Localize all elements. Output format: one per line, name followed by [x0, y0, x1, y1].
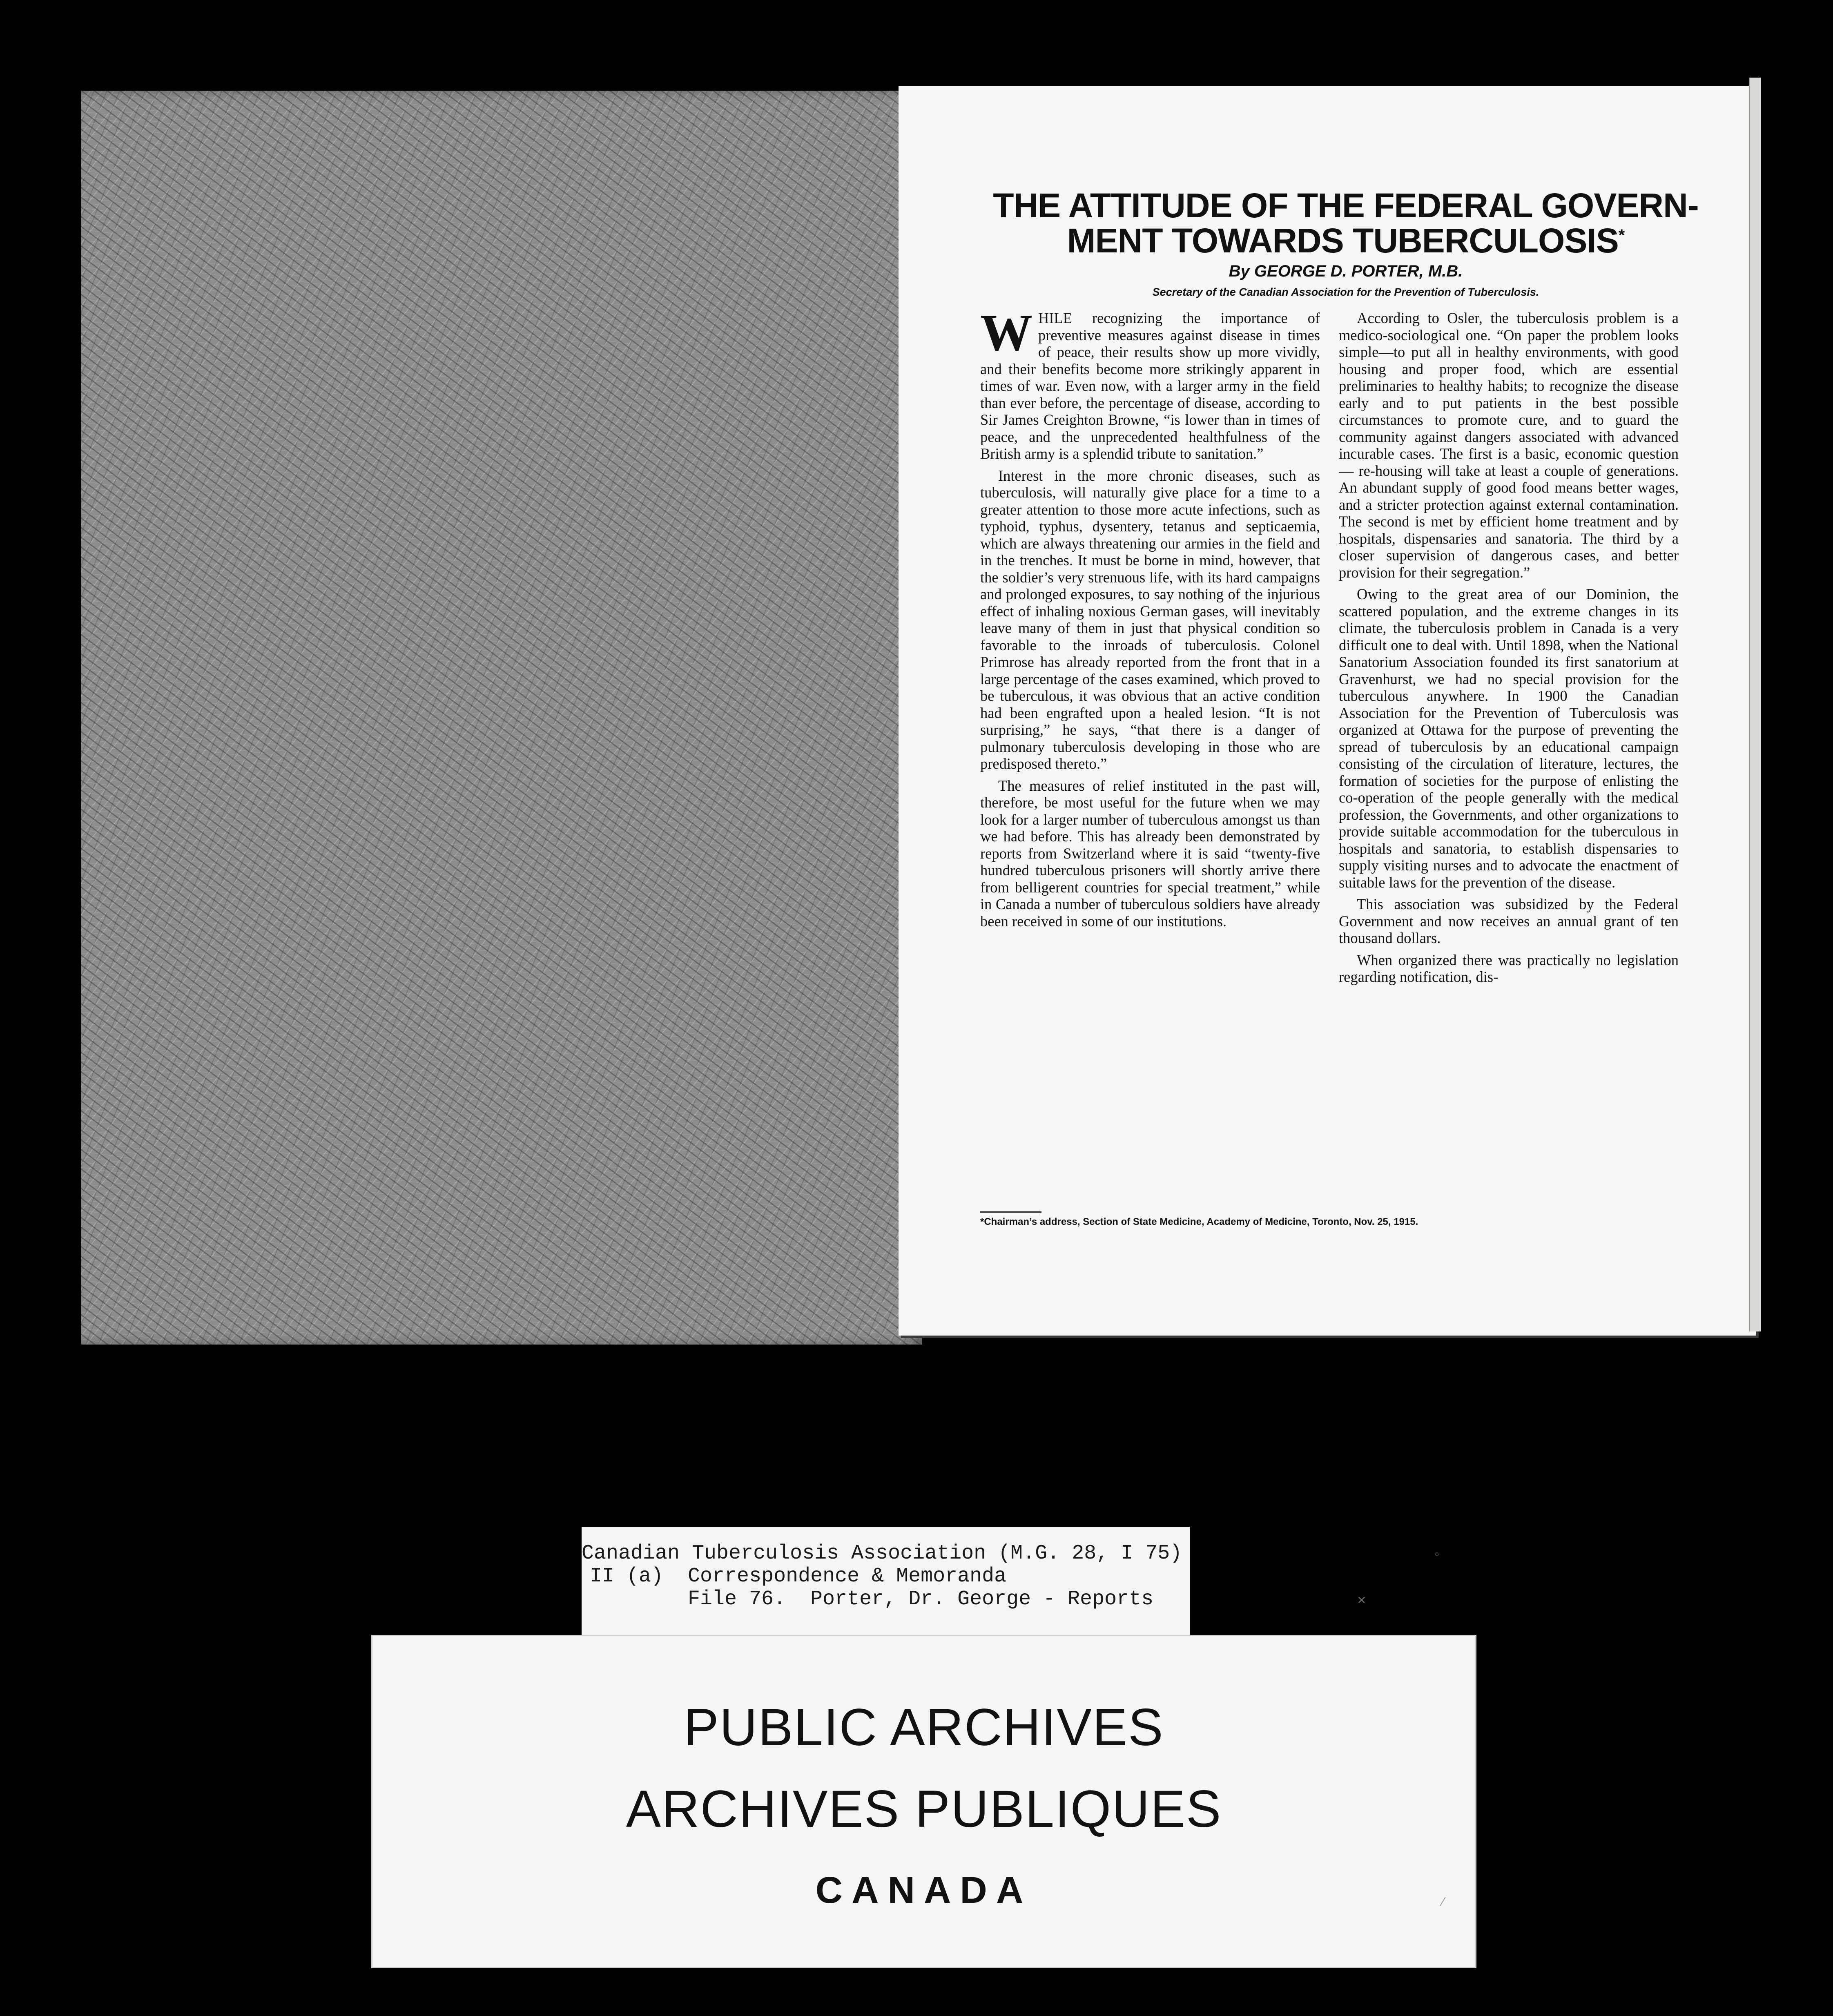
page-stack-edge	[1749, 78, 1761, 1331]
paragraph: Owing to the great area of our Dominion, the scattered population, and the extreme changes in its climate, the tuberculosis problem in Canada is a very difficult one to deal with. Until 1898, when the National Sanatorium Association founded its first sanatorium at Gravenhurst, we had no special provision for the tuberculous anywhere. In 1900 the Canadian Association for the Prevention of Tuberculosis was organized at Ottawa for the purpose of preventing the spread of tuberculosis by an educational campaign consisting of the circulation of literature, lectures, the formation of societies for the purpose of enlisting the co-operation of the people generally with the medical profession, the Governments, and other organizations to provide suitable accommodation for the tuberculous in hospitals and sanatoria, to establish dispensaries to supply visiting nurses and to advocate the enactment of suitable laws for the prevention of the disease.	[1339, 586, 1679, 891]
paragraph: HILE recognizing the importance of preventive measures against disease in times of peace, their results show up more vividly, and their benefits become more strikingly apparent in times of war. Even now, with a larger army in the field than ever before, the percentage of disease, according to Sir James Creighton Browne, “is lower than in times of peace, and the unprecedented healthfulness of the British army is a splendid tribute to sanitation.”	[980, 310, 1320, 462]
paragraph: This association was subsidized by the Federal Government and now receives an annual grant of ten thousand dollars.	[1339, 896, 1679, 946]
article-page	[899, 86, 1756, 1336]
article-column-left	[980, 310, 1320, 1290]
paragraph: Interest in the more chronic diseases, such as tuberculosis, will naturally give place for a time to a greater attention to those more acute infections, such as typhoid, typhus, dysentery, tetanus and septicaemia, which are always threatening our armies in the field and in the trenches. It must be borne in mind, however, that the soldier’s very strenuous life, with its hard campaigns and prolonged exposures, to say nothing of the injurious effect of inhaling noxious German gases, will inevitably leave many of them in just that physical condition so favorable to the inroads of tuberculosis. Colonel Primrose has already reported from the front that in a large percentage of the cases examined, which proved to be tuberculous, it was obvious that an active condition had been engrafted upon a healed lesion. “It is not surprising,” he says, “that there is a danger of pulmonary tuberculosis developing in those who are predisposed thereto.”	[980, 467, 1320, 772]
drop-cap: W	[980, 310, 1032, 361]
archive-stamp-card	[372, 1636, 1475, 1967]
footnote-marker: *	[1618, 226, 1625, 244]
booklet-back-cover	[81, 91, 922, 1345]
dust-speck: ⁄	[1442, 1895, 1444, 1909]
archive-name-french: ARCHIVES PUBLIQUES	[626, 1780, 1222, 1838]
file-label-file: File 76. Porter, Dr. George - Reports	[688, 1588, 1154, 1611]
paragraph: The measures of relief instituted in the past will, therefore, be most useful for the future when we may look for a larger number of tuberculous amongst us than we had before. This has already been demonstrated by reports from Switzerland where it is said “twenty-five hundred tuberculous prisoners will shortly arrive there from belligerent countries for special treatment,” while in Canada a number of tuberculous soldiers have already been received in some of our institutions.	[980, 777, 1320, 930]
dust-speck: ◦	[1434, 1548, 1441, 1561]
paragraph: According to Osler, the tuberculosis problem is a medico-sociological one. “On paper the problem looks simple—to put all in healthy environments, with good housing and proper food, which are essential preliminaries to healthy habits; to recognize the disease early and to put patients in the best possible circumstances to promote cure, and to guard the community against dangers associated with advanced incurable cases. The first is a basic, economic question — re-housing will take at least a couple of generations. An abundant supply of good food means better wages, and a stricter protection against external contamination. The second is met by efficient home treatment and by hospitals, dispensaries and sanatoria. The third by a closer supervision of dangerous cases, and better provision for their segregation.”	[1339, 310, 1679, 581]
archive-name-english: PUBLIC ARCHIVES	[684, 1698, 1164, 1757]
article-column-right	[1339, 310, 1679, 1290]
footnote: *Chairman’s address, Section of State Medicine, Academy of Medicine, Toronto, Nov. 25, 1915.	[980, 1216, 1418, 1227]
file-label-series: II (a) Correspondence & Memoranda	[590, 1565, 1007, 1588]
article-title-line-2: MENT TOWARDS TUBERCULOSIS	[1067, 221, 1619, 260]
author-affiliation: Secretary of the Canadian Association for the Prevention of Tuberculosis.	[1152, 286, 1539, 298]
archive-country: CANADA	[815, 1869, 1032, 1911]
file-label	[582, 1527, 1190, 1636]
paragraph: When organized there was practically no legislation regarding notification, dis-	[1339, 951, 1679, 985]
footnote-divider	[980, 1211, 1041, 1213]
author-byline: By GEORGE D. PORTER, M.B.	[1229, 262, 1463, 280]
file-label-fonds: Canadian Tuberculosis Association (M.G. 28, I 75)	[582, 1542, 1182, 1565]
dust-speck: ×	[1357, 1593, 1367, 1606]
article-title	[972, 188, 1719, 258]
article-title-line-1: THE ATTITUDE OF THE FEDERAL GOVERN-	[993, 186, 1699, 225]
